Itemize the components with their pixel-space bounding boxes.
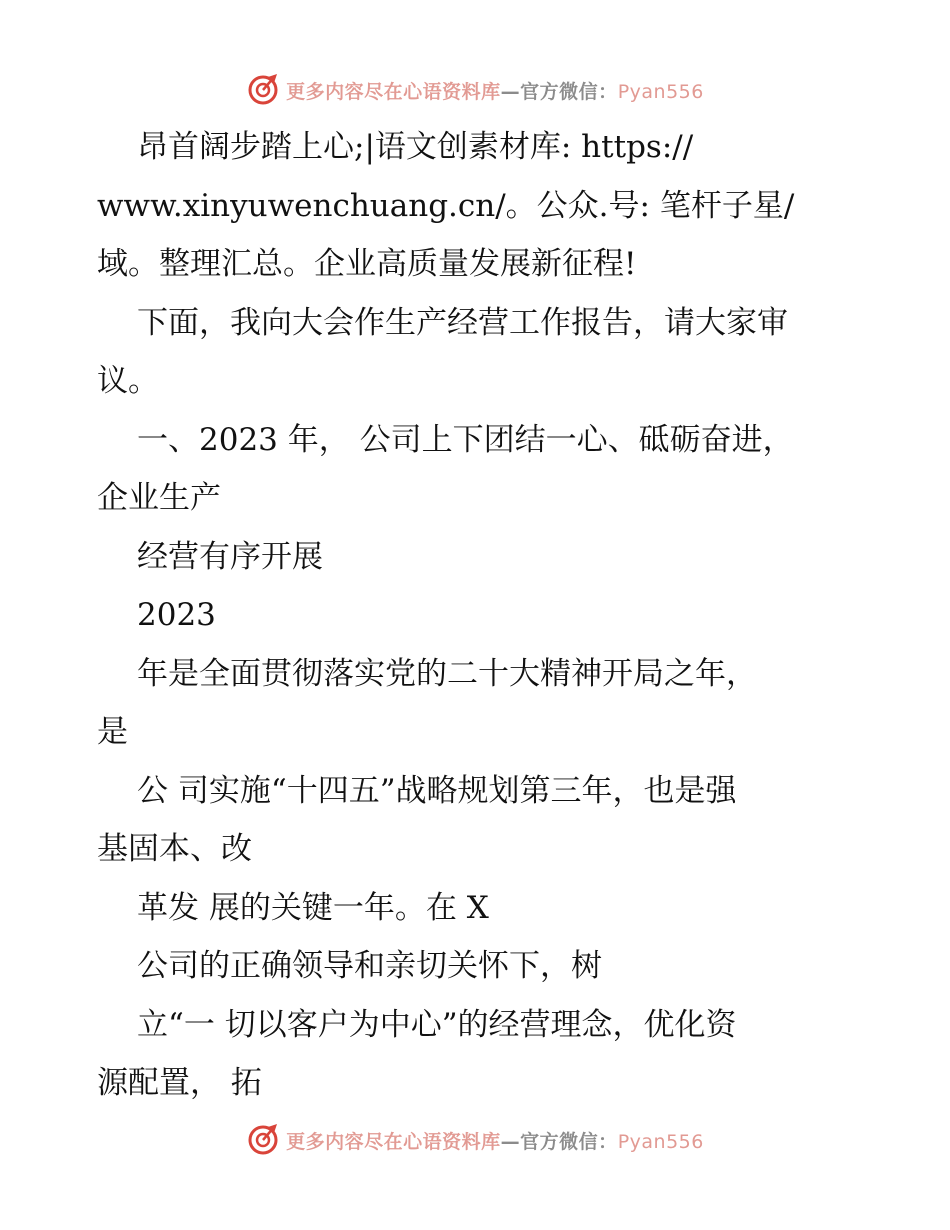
body-line: 企业生产 xyxy=(97,480,221,516)
watermark-text xyxy=(286,1127,704,1154)
watermark-wechat-id: Pyan556 xyxy=(617,80,704,103)
body-line: 经营有序开展 xyxy=(137,538,323,575)
header-watermark-banner xyxy=(0,70,950,110)
body-line: 年是全面贯彻落实党的二十大精神开局之年， xyxy=(137,655,757,692)
watermark-text xyxy=(286,77,704,104)
body-line: 域。整理汇总。企业高质量发展新征程! xyxy=(97,246,637,282)
body-line: 2023 xyxy=(137,597,216,633)
body-line: 公 司实施“十四五”战略规划第三年，也是强 xyxy=(137,772,737,809)
watermark-site-name: 更多内容尽在心语资料库 xyxy=(286,1130,501,1153)
body-line: 革发 展的关键一年。在 X xyxy=(137,889,489,926)
body-line: 议。 xyxy=(97,363,159,399)
section-heading: 一、2023 年， 公司上下团结一心、砥砺奋进， xyxy=(137,421,794,458)
watermark-wechat-label: —官方微信： xyxy=(500,1130,618,1153)
body-line: 昂首阔步踏上心;|语文创素材库: https:// xyxy=(137,129,694,165)
watermark-wechat-id: Pyan556 xyxy=(617,1130,704,1153)
body-line: www.xinyuwenchuang.cn/。公众.号: 笔杆子星/ xyxy=(97,187,795,224)
body-line: 是 xyxy=(97,714,128,750)
watermark-site-name: 更多内容尽在心语资料库 xyxy=(286,80,501,103)
body-line: 下面，我向大会作生产经营工作报告，请大家审 xyxy=(137,304,788,341)
footer-watermark-banner xyxy=(0,1120,950,1160)
body-line: 基固本、改 xyxy=(97,831,252,867)
pen-logo-icon xyxy=(246,1123,280,1157)
body-line: 立“一 切以客户为中心”的经营理念，优化资 xyxy=(137,1006,737,1043)
pen-logo-icon xyxy=(246,73,280,107)
document-body xyxy=(97,118,857,1113)
body-line: 源配置， 拓 xyxy=(97,1065,262,1101)
watermark-wechat-label: —官方微信： xyxy=(500,80,618,103)
body-line: 公司的正确领导和亲切关怀下，树 xyxy=(137,948,602,984)
